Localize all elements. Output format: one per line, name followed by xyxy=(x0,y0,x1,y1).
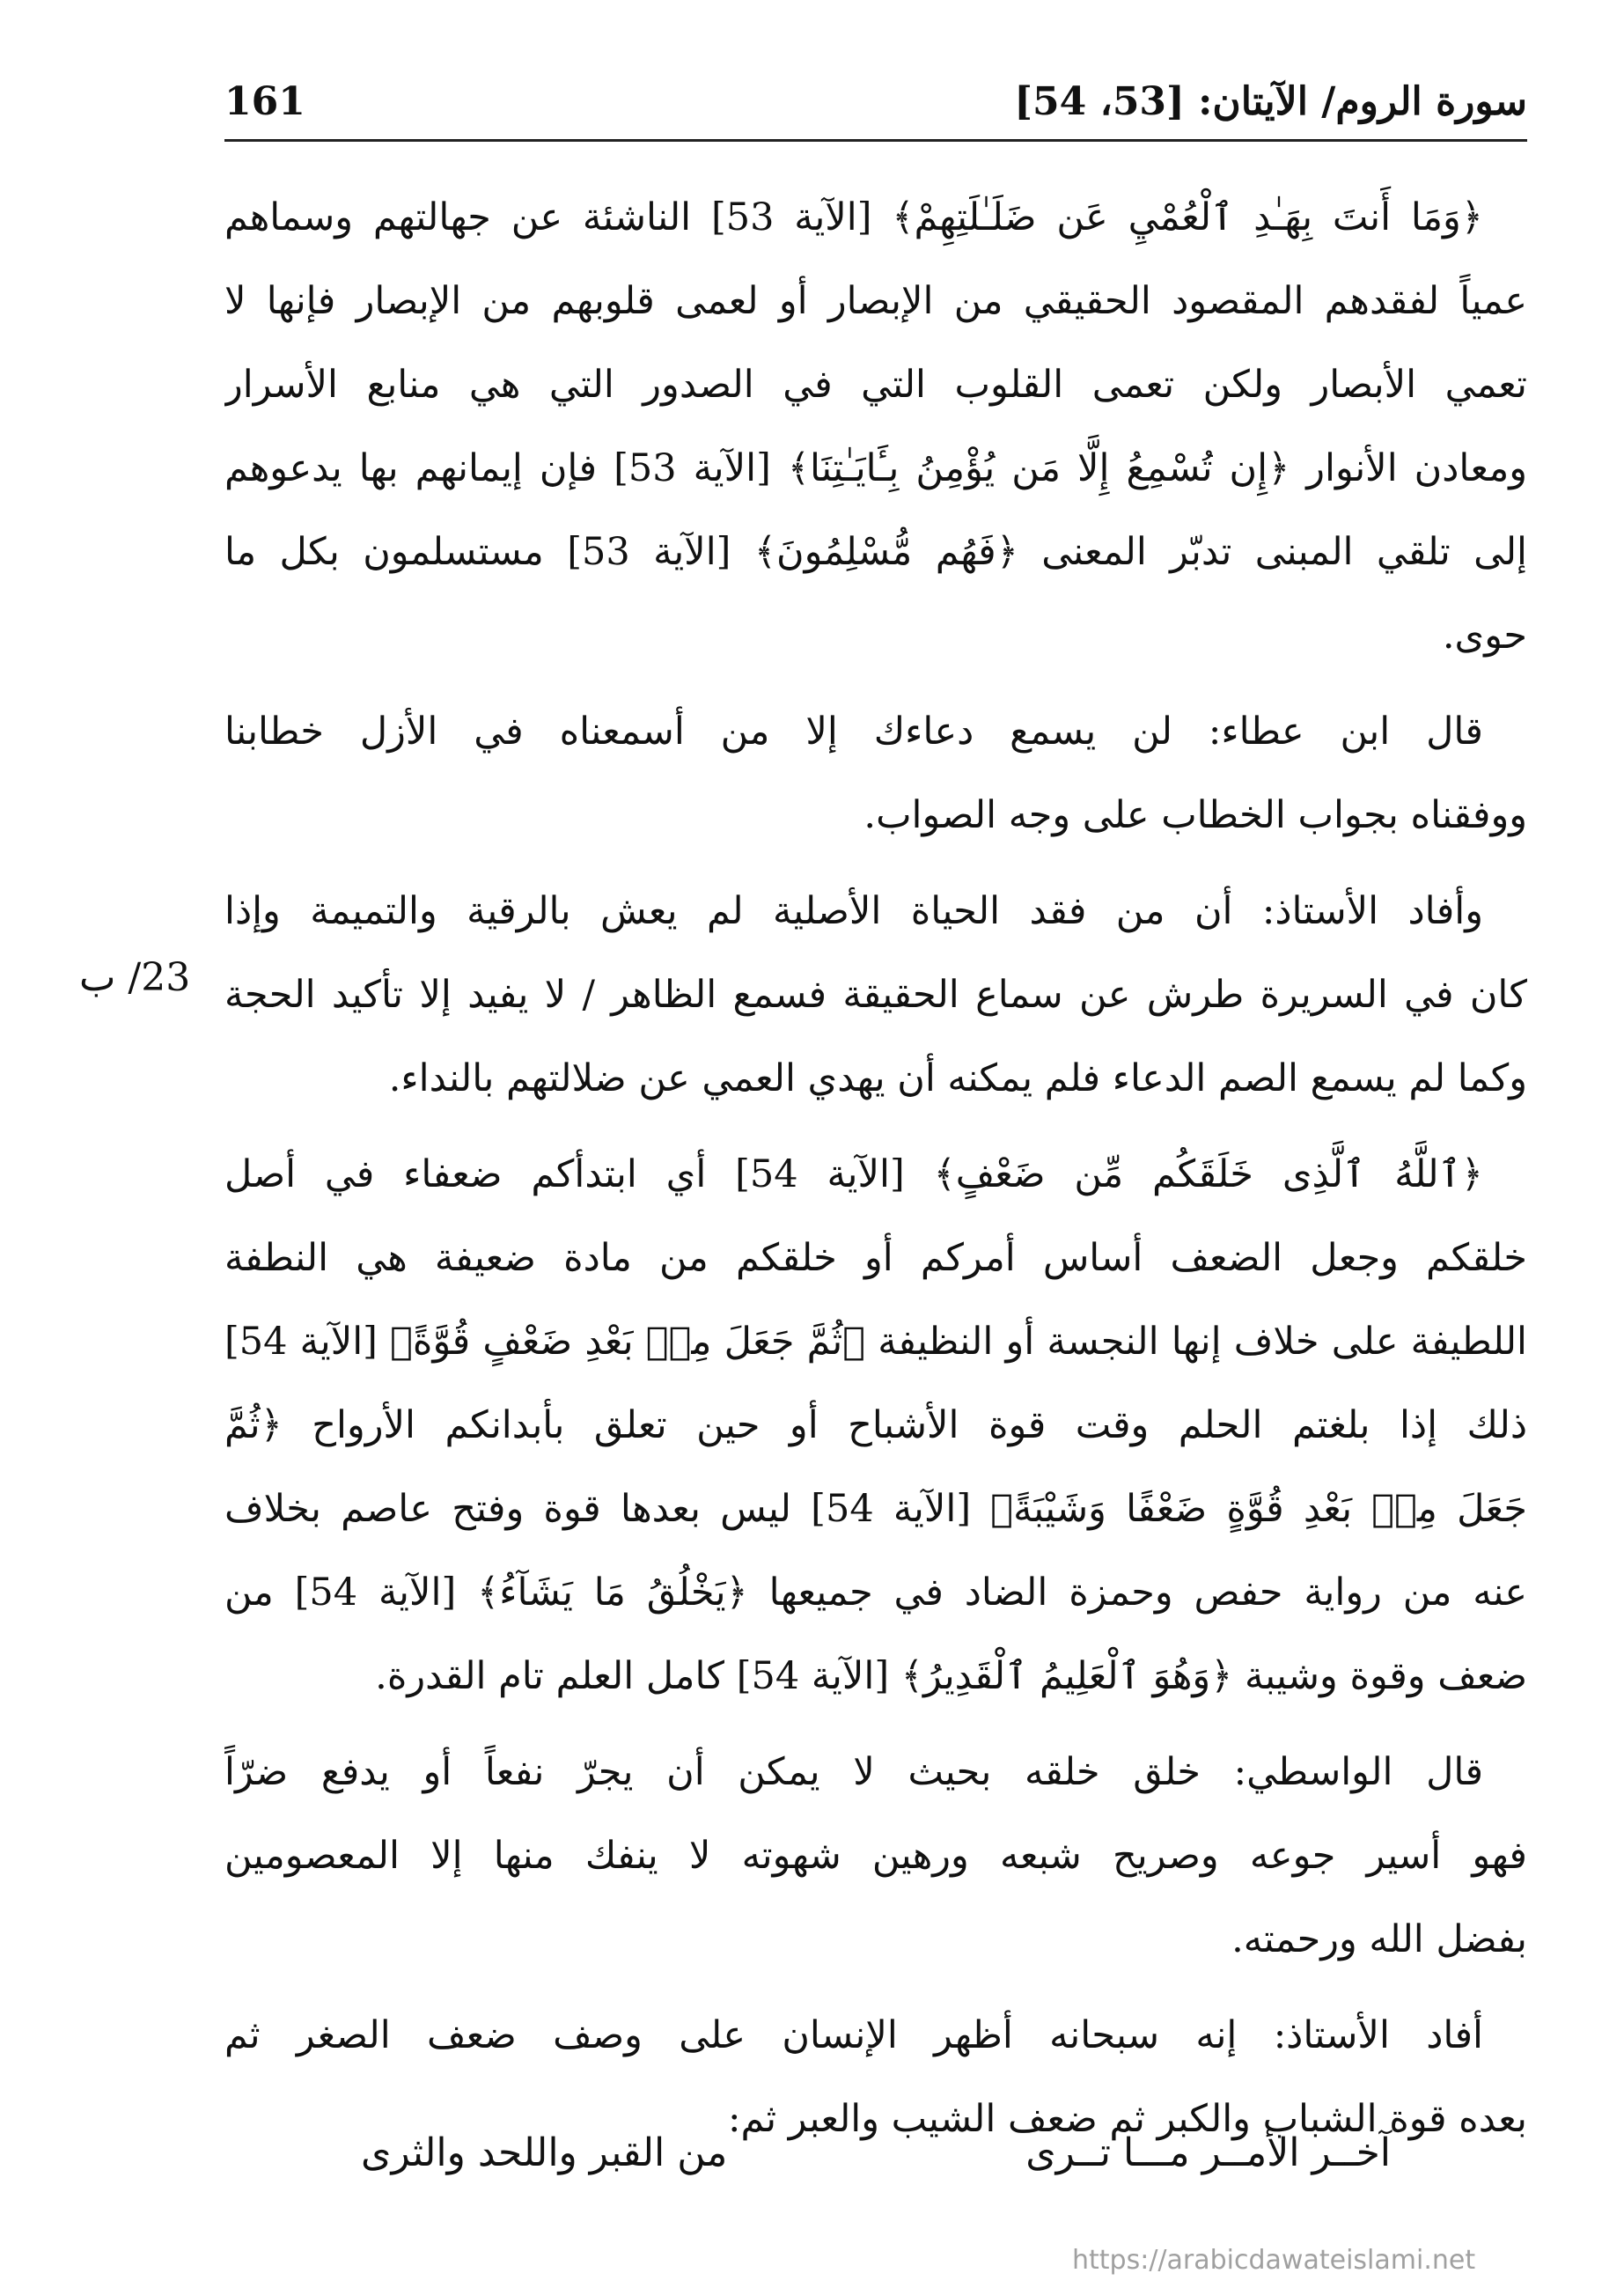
text-line: قال ابن عطاء: لن يسمع دعاءك إلا من أسمعناه في الأزل خطابنا xyxy=(224,710,1483,754)
page-number: 161 xyxy=(224,79,305,124)
text-line: ﴿وَمَا أَنتَ بِهَـٰدِ ٱلْعُمْيِ عَن ضَلَـٰلَتِهِمْ﴾ [الآية 53] الناشئة عن جهالتهم وسماهم xyxy=(224,195,1483,239)
running-title: سورة الروم/ الآيتان: [53، 54] xyxy=(1014,79,1527,124)
verse-first-hemistich: آخــر الأمــر مـــا تــرى xyxy=(1025,2130,1391,2175)
page-header xyxy=(224,79,1527,150)
text-line: قال الواسطي: خلق خلقه بحيث لا يمكن أن يجرّ نفعاً أو يدفع ضرّاً xyxy=(224,1750,1483,1794)
body-text xyxy=(224,176,1527,2174)
verse-second-hemistich: من القبر واللحد والثرى xyxy=(361,2130,728,2175)
paragraph-verse-54 xyxy=(224,1133,1527,1718)
text-line: أفاد الأستاذ: إنه سبحانه أظهر الإنسان على وصف ضعف الصغر ثم xyxy=(224,2013,1483,2057)
text-line: ذلك إذا بلغتم الحلم وقت قوة الأشباح أو حين تعلق بأبدانكم الأرواح ﴿ثُمَّ xyxy=(224,1403,1527,1447)
paragraph-ibn-ata xyxy=(224,690,1527,857)
header-rule xyxy=(224,139,1527,142)
text-line: وأفاد الأستاذ: أن من فقد الحياة الأصلية لم يعش بالرقية والتميمة وإذا xyxy=(224,889,1483,933)
text-line: ووفقناه بجواب الخطاب على وجه الصواب. xyxy=(863,793,1527,837)
text-line: بعده قوة الشباب والكبر ثم ضعف الشيب والعبر ثم: xyxy=(728,2097,1527,2141)
text-line: كان في السريرة طرش عن سماع الحقيقة فسمع الظاهر / لا يفيد إلا تأكيد الحجة xyxy=(224,973,1527,1017)
text-line: ﴿ٱللَّهُ ٱلَّذِى خَلَقَكُم مِّن ضَعْفٍ﴾ [الآية 54] أي ابتدأكم ضعفاء في أصل xyxy=(224,1152,1483,1196)
text-line: إلى تلقي المبنى تدبّر المعنى ﴿فَهُم مُّسْلِمُونَ﴾ [الآية 53] مستسلمون بكل ما xyxy=(224,530,1527,574)
text-line: ضعف وقوة وشيبة ﴿وَهُوَ ٱلْعَلِيمُ ٱلْقَدِيرُ﴾ [الآية 54] كامل العلم تام القدرة. xyxy=(375,1654,1527,1698)
website-watermark: https://arabicdawateislami.net xyxy=(1072,2245,1476,2276)
text-line: عمياً لفقدهم المقصود الحقيقي من الإبصار أو لعمى قلوبهم من الإبصار فإنها لا xyxy=(224,279,1527,323)
paragraph-verse-53 xyxy=(224,176,1527,678)
poetry-verse xyxy=(361,2130,1391,2192)
text-line: خلقكم وجعل الضعف أساس أمركم أو خلقكم من مادة ضعيفة هي النطفة xyxy=(224,1236,1527,1280)
text-line: فهو أسير جوعه وصريح شبعه ورهين شهوته لا ينفك منها إلا المعصومين xyxy=(224,1834,1527,1878)
text-line: وكما لم يسمع الصم الدعاء فلم يمكنه أن يهدي العمي عن ضلالتهم بالنداء. xyxy=(388,1056,1527,1100)
text-line: ومعادن الأنوار ﴿إِن تُسْمِعُ إِلَّا مَن يُؤْمِنُ بِـَٔايَـٰتِنَا﴾ [الآية 53] فإن إيمانهم بها يدعوهم xyxy=(224,446,1527,490)
text-line: حوى. xyxy=(1442,614,1527,658)
manuscript-folio-note: 23/ ب xyxy=(79,955,191,1000)
text-line: عنه من رواية حفص وحمزة الضاد في جميعها ﴿يَخْلُقُ مَا يَشَآءُ﴾ [الآية 54] من xyxy=(224,1571,1527,1615)
text-line: بفضل الله ورحمته. xyxy=(1231,1917,1527,1961)
text-line: تعمي الأبصار ولكن تعمى القلوب التي في الصدور التي هي منابع الأسرار xyxy=(224,363,1527,407)
paragraph-wasiti xyxy=(224,1731,1527,1982)
text-line: جَعَلَ مِنۢ بَعْدِ قُوَّةٍ ضَعْفًا وَشَيْبَةً﴾ [الآية 54] ليس بعدها قوة وفتح عاصم بخلاف xyxy=(224,1487,1527,1531)
paragraph-ustadh-1 xyxy=(224,870,1527,1121)
text-line: اللطيفة على خلاف إنها النجسة أو النظيفة ﴿ثُمَّ جَعَلَ مِنۢ بَعْدِ ضَعْفٍ قُوَّةً﴾ [الآية 54] xyxy=(224,1320,1527,1364)
